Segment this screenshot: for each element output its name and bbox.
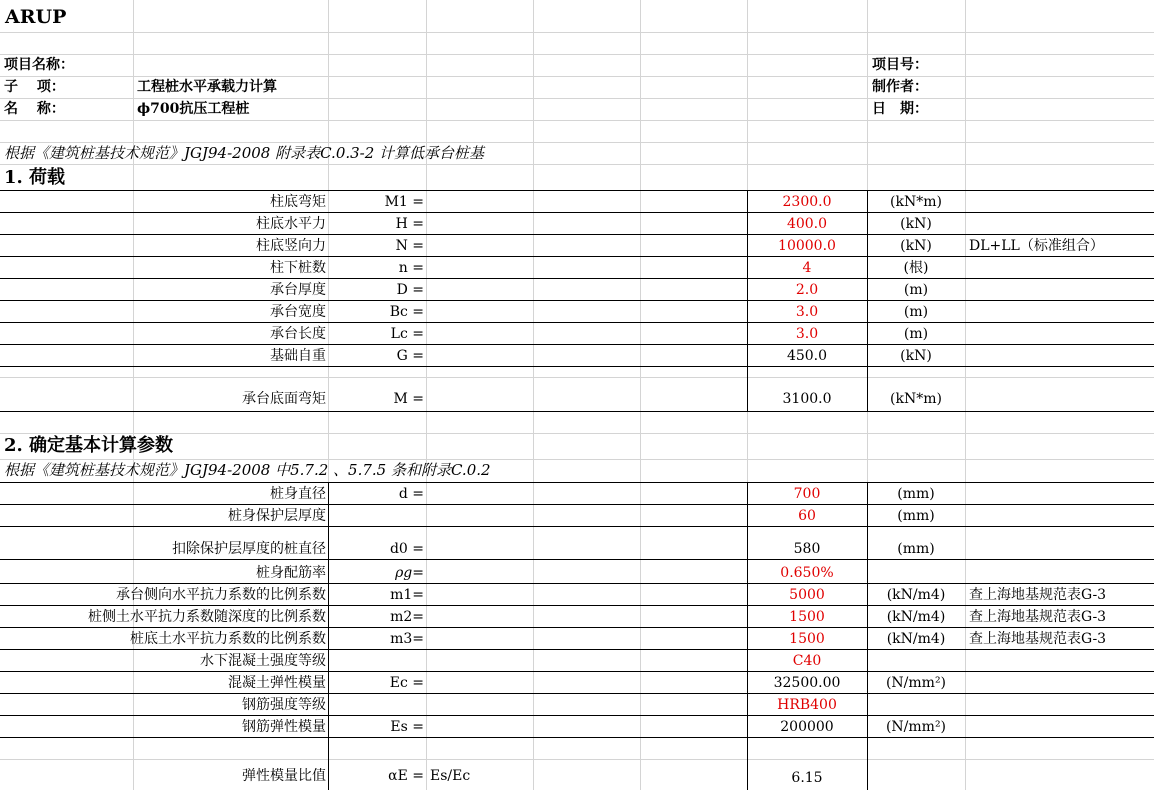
row-border [0,737,1154,738]
author-label: 制作者： [872,79,928,95]
param-unit: (kN/m4) [886,587,946,603]
row-border [0,526,1154,527]
param-unit: (mm) [897,541,935,557]
load-unit: (根) [903,260,929,276]
param-label: 桩身配筋率 [256,565,326,581]
name-label: 名 称： [4,101,65,117]
date-label: 日 期： [872,101,928,117]
row-border [0,300,1154,301]
param-label: 扣除保护层厚度的桩直径 [172,541,326,557]
param-unit: (N/mm²) [885,719,947,735]
load-label: 柱底弯矩 [270,194,326,210]
param-symbol: m2= [390,609,424,625]
load-value[interactable]: 2300.0 [782,194,832,210]
param-label: 承台侧向水平抗力系数的比例系数 [116,587,326,603]
load-value[interactable]: 450.0 [786,348,828,364]
param-unit: (mm) [897,486,935,502]
ratio-symbol: αE = [388,768,424,784]
param-value[interactable]: C40 [792,653,822,669]
param-label: 水下混凝土强度等级 [200,653,326,669]
load-unit: (kN) [900,216,932,232]
param-value[interactable]: 0.650% [780,565,834,581]
param-label: 钢筋弹性模量 [242,719,326,735]
row-border [0,559,1154,560]
row-divider [0,54,1154,55]
param-label: 桩底土水平抗力系数的比例系数 [130,631,326,647]
load-symbol: G = [396,348,424,364]
param-note: 查上海地基规范表G-3 [969,631,1107,647]
moment-value[interactable]: 3100.0 [782,391,832,407]
ratio-value[interactable]: 6.15 [791,770,823,786]
section-title-params: 2. 确定基本计算参数 [4,435,174,456]
load-unit: (kN) [900,348,932,364]
brand-logo: ARUP [5,6,67,28]
load-unit: (m) [903,326,929,342]
param-symbol: m3= [390,631,424,647]
name-value[interactable]: ϕ700抗压工程桩 [137,101,250,117]
sub-item-label: 子 项： [4,79,65,95]
param-label: 桩身保护层厚度 [228,508,326,524]
basis-note-2: 根据《建筑桩基技术规范》JGJ94-2008 中5.7.2 、5.7.5 条和附录C.0.2 [4,461,491,479]
load-value[interactable]: 4 [802,260,812,276]
row-divider [0,98,1154,99]
param-symbol: ρg= [395,565,424,581]
ratio-formula: Es/Ec [430,768,471,784]
param-value[interactable]: 200000 [780,719,834,735]
load-unit: (m) [903,304,929,320]
load-label: 柱底水平力 [256,216,326,232]
row-border [0,366,1154,367]
row-border [0,649,1154,650]
load-label: 柱下桩数 [270,260,326,276]
param-label: 钢筋强度等级 [242,697,326,713]
row-border [0,344,1154,345]
section-title-loads: 1. 荷载 [4,167,66,188]
load-value[interactable]: 2.0 [795,282,819,298]
row-border [0,234,1154,235]
row-divider [0,142,1154,143]
row-border [0,627,1154,628]
param-value[interactable]: 5000 [789,587,825,603]
row-divider [0,120,1154,121]
load-unit: (kN*m) [890,194,942,210]
row-border [0,322,1154,323]
load-value[interactable]: 3.0 [795,326,819,342]
param-symbol: Es = [390,719,424,735]
param-unit: (kN/m4) [886,631,946,647]
param-symbol: Ec = [389,675,424,691]
sub-item-value[interactable]: 工程桩水平承载力计算 [137,79,277,95]
load-value[interactable]: 400.0 [786,216,828,232]
param-note: 查上海地基规范表G-3 [969,587,1107,603]
param-unit: (kN/m4) [886,609,946,625]
table-border [328,482,329,790]
row-divider [0,377,1154,378]
table-border [0,411,1154,412]
load-symbol: N = [395,238,424,254]
param-label: 混凝土弹性模量 [228,675,326,691]
project-name-label: 项目名称： [4,57,74,73]
load-value[interactable]: 10000.0 [778,238,836,254]
param-value[interactable]: 1500 [789,631,825,647]
load-value[interactable]: 3.0 [795,304,819,320]
param-value[interactable]: 1500 [789,609,825,625]
param-label: 桩侧土水平抗力系数随深度的比例系数 [88,609,326,625]
moment-symbol: M = [393,391,424,407]
row-divider [0,433,1154,434]
row-border [0,671,1154,672]
row-border [0,278,1154,279]
load-symbol: n = [398,260,424,276]
load-symbol: H = [395,216,424,232]
load-label: 承台长度 [270,326,326,342]
param-value[interactable]: 32500.00 [773,675,841,691]
row-divider [0,164,1154,165]
row-border [0,605,1154,606]
load-symbol: Bc = [389,304,424,320]
param-label: 桩身直径 [270,486,326,502]
row-divider [0,76,1154,77]
load-label: 承台宽度 [270,304,326,320]
load-symbol: Lc = [390,326,424,342]
param-value[interactable]: 580 [793,541,821,557]
param-symbol: d = [398,486,424,502]
load-unit: (m) [903,282,929,298]
moment-unit: (kN*m) [890,391,942,407]
row-border [0,504,1154,505]
load-note: DL+LL（标准组合） [969,238,1104,254]
row-divider [0,32,1154,33]
basis-note-1: 根据《建筑桩基技术规范》JGJ94-2008 附录表C.0.3-2 计算低承台桩基 [4,144,485,162]
param-symbol: m1= [390,587,424,603]
table-border [0,190,1154,191]
project-no-label: 项目号： [872,57,928,73]
param-note: 查上海地基规范表G-3 [969,609,1107,625]
ratio-label: 弹性模量比值 [242,768,326,784]
load-symbol: D = [396,282,424,298]
load-label: 柱底竖向力 [256,238,326,254]
param-value[interactable]: HRB400 [777,697,837,713]
param-unit: (mm) [897,508,935,524]
row-divider [0,759,1154,760]
row-divider [0,459,1154,460]
load-label: 基础自重 [270,348,326,364]
param-value[interactable]: 700 [793,486,821,502]
row-border [0,256,1154,257]
param-symbol: d0 = [389,541,424,557]
table-border [0,482,1154,483]
load-unit: (kN) [900,238,932,254]
row-border [0,212,1154,213]
load-label: 承台厚度 [270,282,326,298]
row-border [0,583,1154,584]
load-symbol: M1 = [384,194,424,210]
param-unit: (N/mm²) [885,675,947,691]
row-border [0,693,1154,694]
row-border [0,715,1154,716]
param-value[interactable]: 60 [798,508,816,524]
moment-label: 承台底面弯矩 [242,391,326,407]
